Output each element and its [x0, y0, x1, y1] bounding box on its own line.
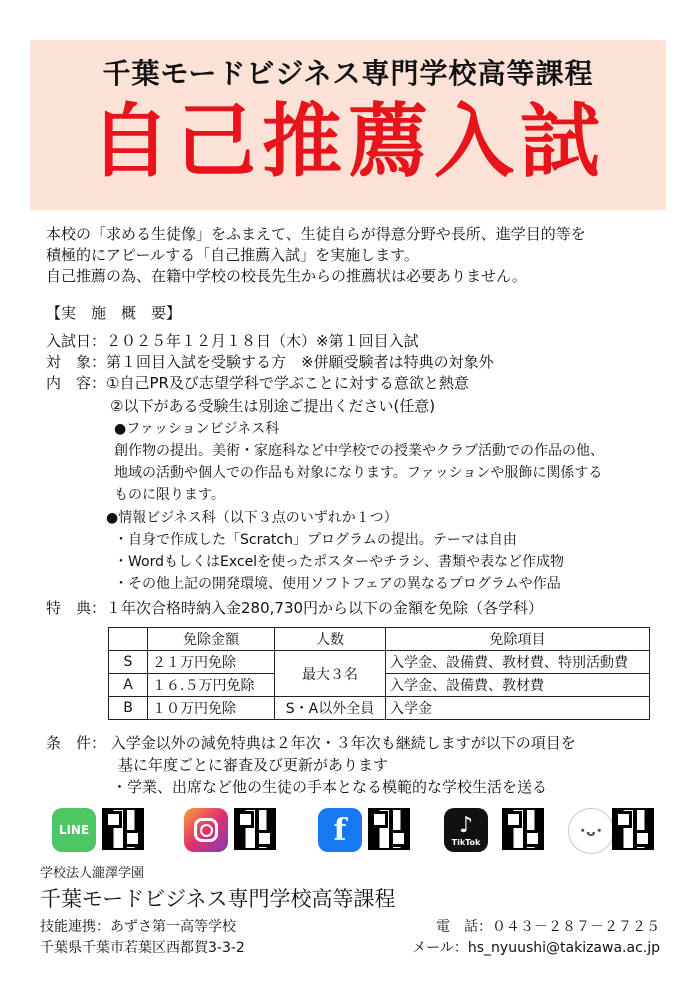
benefit-label: 特 典： [46, 599, 107, 617]
social-links [46, 808, 656, 858]
intro-line: 積極的にアピールする「自己推薦入試」を実施します。 [46, 246, 419, 264]
instagram-glyph [194, 818, 218, 842]
rank-cell: B [109, 697, 148, 720]
table-row [109, 697, 650, 720]
conditions-line: ・学業、出席など他の生徒の手本となる模範的な学校生活を送る [112, 778, 548, 796]
fashion-heading: ●ファッションビジネス科 [114, 421, 280, 437]
school-title: 千葉モードビジネス専門学校高等課程 [102, 57, 594, 90]
overview-heading: 【実 施 概 要】 [46, 304, 182, 322]
instagram-icon[interactable] [184, 808, 228, 852]
amount-cell: ２１万円免除 [148, 651, 275, 674]
footer-school-name: 千葉モードビジネス専門学校高等課程 [40, 887, 396, 911]
mascot-qr-code [612, 808, 654, 850]
table-header-row [109, 628, 650, 651]
amount-cell: １０万円免除 [148, 697, 275, 720]
info-line: ・自身で作成した「Scratch」プログラムの提出。テーマは自由 [114, 532, 517, 548]
fashion-line: 創作物の提出。美術・家庭科など中学校での授業やクラブ活動での作品の他、 [114, 443, 604, 459]
exam-date-label: 入試日： [46, 332, 107, 350]
address: 千葉県千葉市若葉区西都賀3-3-2 [40, 940, 245, 956]
instagram-qr-code [234, 808, 276, 850]
content-label: 内 容： [46, 374, 107, 392]
footer-row [40, 938, 660, 959]
intro-text [46, 224, 656, 287]
conditions-line: 基に年度ごとに審査及び更新があります [118, 756, 389, 774]
benefit-value: １年次合格時納入金280,730円から以下の金額を免除（各学科） [106, 599, 544, 617]
fashion-line: 地域の活動や個人での作品も対象になります。ファッションや服飾に関係する [114, 465, 603, 481]
rank-cell: S [109, 651, 148, 674]
exam-date-value: ２０２５年１２月１８日（木）※第１回目入試 [106, 332, 419, 350]
info-line: ・その他上記の開発環境、使用ソフトフェアの異なるプログラムや作品 [114, 576, 561, 592]
content-item-1: ①自己PR及び志望学科で学ぶことに対する意欲と熱意 [106, 374, 469, 392]
target-value: 第１回目入試を受験する方 ※併願受験者は特典の対象外 [106, 353, 494, 371]
mascot-icon [568, 808, 614, 854]
target [46, 352, 666, 373]
fashion-line: ものに限ります。 [114, 487, 225, 503]
header-banner [30, 40, 666, 210]
items-cell: 入学金、設備費、教材費 [386, 674, 650, 697]
table-header: 免除金額 [148, 628, 275, 651]
tiktok-icon[interactable] [444, 808, 488, 852]
benefit-table [108, 627, 650, 720]
tiktok-label: TikTok [451, 837, 481, 847]
main-title: 自己推薦入試 [90, 95, 606, 188]
mascot-face-icon: ･ᴗ･ [579, 824, 603, 840]
items-cell: 入学金 [386, 697, 650, 720]
tiktok-qr-code [502, 808, 544, 850]
corporation-name: 学校法人瀧澤学園 [40, 866, 145, 881]
tiktok-note-icon: ♪ [458, 812, 474, 838]
phone-number: 電 話：０４３－２８７－２７２５ [436, 919, 660, 935]
email-address[interactable]: メール：hs_nyuushi@takizawa.ac.jp [412, 940, 660, 956]
content [46, 373, 666, 394]
instagram-lens [200, 824, 213, 837]
count-cell: 最大３名 [275, 651, 386, 697]
count-cell: S・A以外全員 [275, 697, 386, 720]
table-header: 免除項目 [386, 628, 650, 651]
partner-school: 技能連携：あずさ第一高等学校 [40, 919, 236, 935]
target-label: 対 象： [46, 353, 107, 371]
conditions-label: 条 件： [46, 734, 107, 752]
conditions [46, 733, 666, 754]
footer-row [40, 917, 660, 938]
rank-cell: A [109, 674, 148, 697]
items-cell: 入学金、設備費、教材費、特別活動費 [386, 651, 650, 674]
intro-line: 本校の「求める生徒像」をふまえて、生徒自らが得意分野や長所、進学目的等を [46, 225, 586, 243]
exam-date [46, 331, 666, 352]
line-qr-code [102, 808, 144, 850]
facebook-qr-code [368, 808, 410, 850]
content-item-2: ②以下がある受験生は別途ご提出ください(任意) [110, 397, 436, 415]
line-icon[interactable]: LINE [52, 808, 96, 852]
info-line: ・WordもしくはExcelを使ったポスターやチラシ、書類や表など作成物 [114, 554, 564, 570]
benefit [46, 598, 666, 619]
table-row [109, 651, 650, 674]
table-header [109, 628, 148, 651]
facebook-icon[interactable]: f [318, 808, 362, 852]
info-heading: ●情報ビジネス科（以下３点のいずれか１つ） [106, 510, 398, 526]
conditions-line: 入学金以外の減免特典は２年次・３年次も継続しますが以下の項目を [110, 734, 576, 752]
table-header: 人数 [275, 628, 386, 651]
amount-cell: １６.５万円免除 [148, 674, 275, 697]
intro-line: 自己推薦の為、在籍中学校の校長先生からの推薦状は必要ありません。 [46, 267, 527, 285]
footer [40, 862, 660, 959]
